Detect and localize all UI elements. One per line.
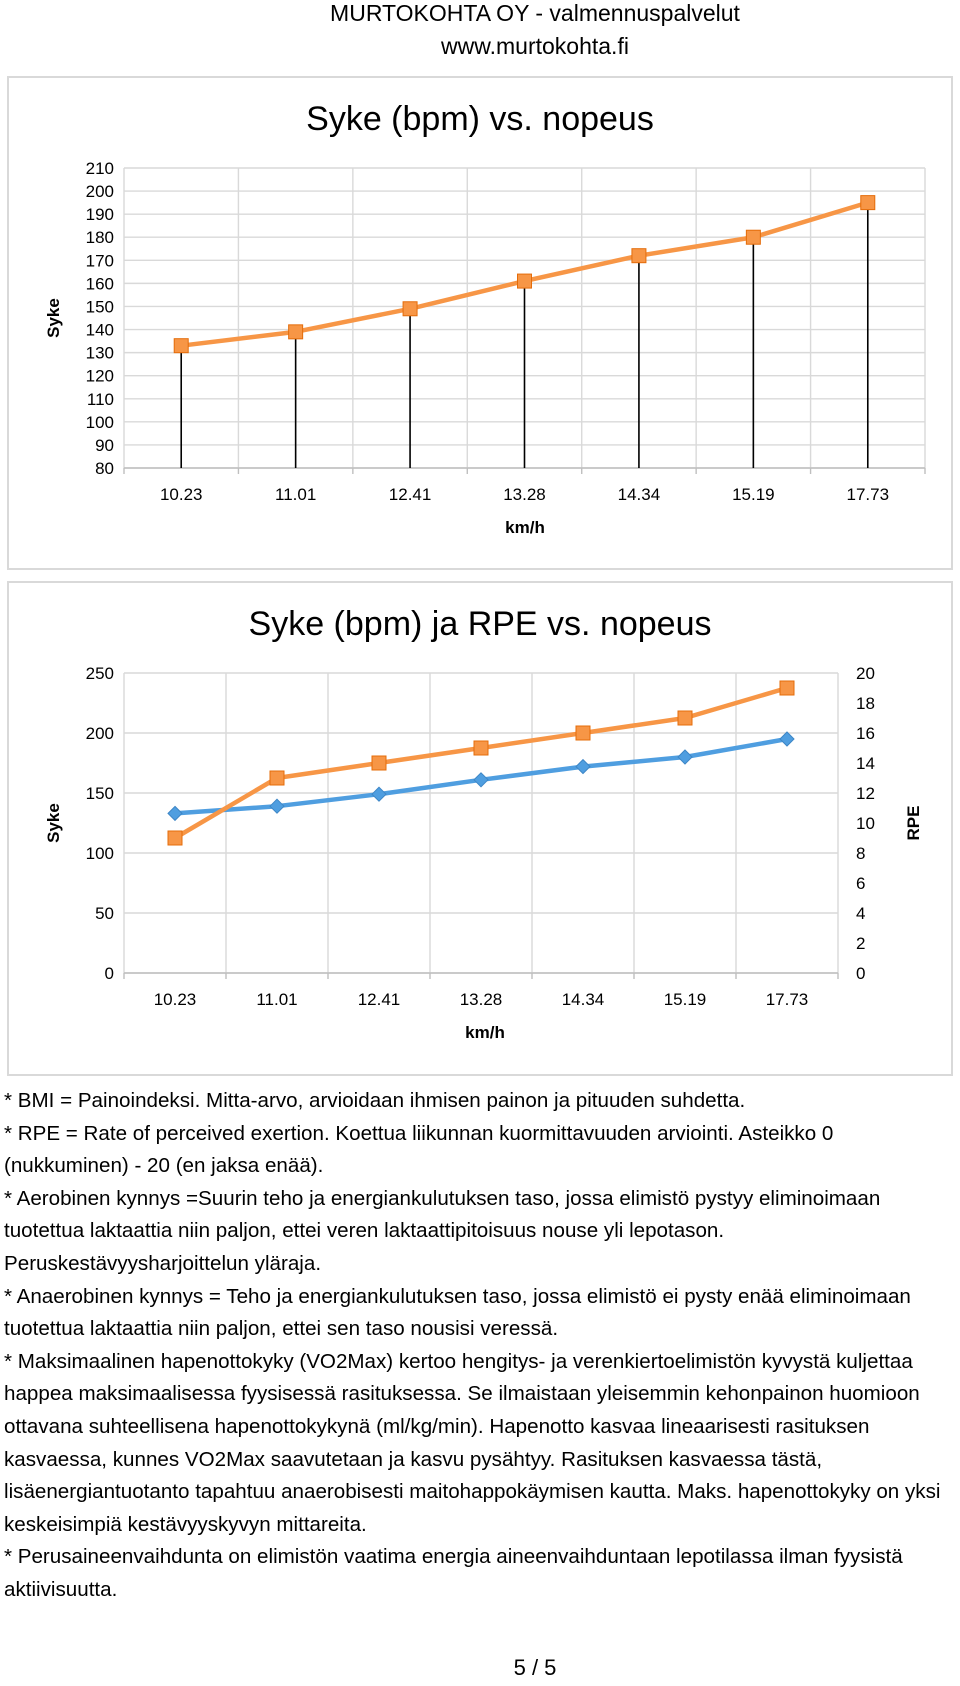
x-tick-label: 11.01 (275, 485, 317, 504)
series-2-point (372, 756, 386, 770)
y-tick-label: 50 (95, 904, 114, 923)
y-tick-label: 0 (104, 964, 114, 983)
series-1-point (474, 773, 488, 787)
note-rpe: * RPE = Rate of perceived exertion. Koettua liikunnan kuormittavuuden arviointi. Asteikko 0 (nukkuminen) - 20 (en jaksa enää). (4, 1121, 834, 1178)
series-2-line (175, 688, 787, 838)
footnotes (4, 1085, 956, 1607)
x-tick-label: 17.73 (846, 485, 890, 504)
series-2-point (678, 711, 692, 725)
x-tick-label: 14.34 (561, 990, 605, 1009)
y-tick-label: 80 (95, 459, 114, 478)
series-1-point (270, 799, 284, 813)
series-2-point (168, 831, 182, 845)
y2-tick-label: 2 (856, 934, 866, 953)
x-tick-label: 12.41 (388, 485, 432, 504)
y-tick-label: 120 (85, 366, 114, 386)
x-tick-label: 15.19 (732, 485, 775, 504)
series-1-point (632, 249, 646, 263)
y2-tick-label: 12 (856, 784, 875, 803)
company-name: MURTOKOHTA OY - valmennuspalvelut (330, 0, 740, 26)
page-number: 5 / 5 (513, 1655, 557, 1680)
series-1-point (780, 732, 794, 746)
series-1-point (168, 806, 182, 820)
y2-tick-label: 18 (856, 694, 875, 713)
y2-tick-label: 6 (856, 874, 866, 893)
y-tick-label: 150 (85, 297, 114, 317)
y2-tick-label: 20 (856, 664, 875, 683)
series-1-point (372, 787, 386, 801)
note-vo2max: * Maksimaalinen hapenottokyky (VO2Max) kertoo hengitys- ja verenkiertoelimistön kyvystä kuljettaa happea maksimaalisessa fyysisessä rasituksessa. Se ilmaistaan yleisemmin kehonpainon huomioon ottavana suhteellisena hapenottokykynä (ml/kg/min). Hapenotto kasvaa lineaarisesti rasituksen kasvaessa, kunnes VO2Max saavutetaan ja kasvu pysähtyy. Rasituksen kasvaessa tästä, lisäenergiantuotanto tapahtuu anaerobisesti maitohappokäymisen kautta. Maks. hapenottokyky on yksi keskeisimpiä kestävyyskyvyn mittareita. (4, 1349, 941, 1536)
x-tick-label: 13.28 (459, 990, 503, 1009)
y-tick-label: 140 (85, 320, 114, 340)
x-axis-title: km/h (505, 518, 545, 537)
y-tick-label: 100 (85, 412, 114, 432)
series-1-point (678, 750, 692, 764)
x-tick-label: 11.01 (256, 990, 298, 1009)
y2-tick-label: 16 (856, 724, 875, 743)
series-2-point (576, 726, 590, 740)
y2-tick-label: 4 (856, 904, 866, 923)
x-tick-label: 10.23 (159, 485, 203, 504)
series-1-point (861, 196, 875, 210)
series-2-point (474, 741, 488, 755)
note-aerobic-threshold: * Aerobinen kynnys =Suurin teho ja energiankulutuksen taso, jossa elimistö pystyy eliminoimaan tuotettua laktaattia niin paljon, ettei veren laktaattipitoisuus nouse yli lepotason. Peruskestävyysharjoittelun yläraja. (4, 1186, 881, 1275)
chart-heart-rate-vs-speed (7, 76, 953, 570)
x-tick-label: 14.34 (617, 485, 661, 504)
x-tick-label: 17.73 (765, 990, 809, 1009)
chart1-svg (9, 78, 951, 568)
y-tick-label: 180 (85, 228, 114, 248)
note-bmi: * BMI = Painoindeksi. Mitta-arvo, arvioidaan ihmisen painon ja pituuden suhdetta. (4, 1089, 746, 1112)
y-tick-label: 190 (85, 205, 114, 225)
y-tick-label: 110 (86, 389, 114, 409)
y2-tick-label: 8 (856, 844, 866, 863)
y2-axis-title: RPE (904, 805, 923, 841)
y-tick-label: 200 (85, 724, 114, 743)
y-axis-title: Syke (44, 803, 63, 843)
y-tick-label: 130 (85, 343, 114, 363)
y2-tick-label: 14 (856, 754, 875, 773)
x-tick-label: 15.19 (663, 990, 707, 1009)
x-tick-label: 13.28 (503, 485, 546, 504)
y-axis-title: Syke (44, 298, 63, 338)
series-1-point (576, 760, 590, 774)
y-tick-label: 90 (95, 435, 114, 455)
website: www.murtokohta.fi (441, 33, 629, 59)
chart-title: Syke (bpm) vs. nopeus (306, 100, 654, 138)
x-axis-title: km/h (465, 1023, 505, 1042)
chart2-svg (9, 583, 951, 1074)
y-tick-label: 150 (85, 784, 114, 803)
series-1-point (518, 274, 532, 288)
series-1-point (174, 339, 188, 353)
y-tick-label: 210 (85, 159, 114, 178)
y2-tick-label: 0 (856, 964, 866, 983)
y-tick-label: 170 (85, 251, 114, 271)
y-tick-label: 160 (85, 274, 114, 294)
chart-title: Syke (bpm) ja RPE vs. nopeus (248, 605, 712, 643)
series-2-point (270, 771, 284, 785)
series-1-point (746, 230, 760, 244)
y2-tick-label: 10 (856, 814, 875, 833)
x-tick-label: 12.41 (357, 990, 401, 1009)
chart-heart-rate-rpe-vs-speed (7, 581, 953, 1076)
x-tick-label: 10.23 (153, 990, 197, 1009)
series-1-point (289, 325, 303, 339)
note-basal-metabolism: * Perusaineenvaihdunta on elimistön vaatima energia aineenvaihduntaan lepotilassa ilman fyysistä aktiivisuutta. (4, 1545, 903, 1601)
series-2-point (780, 681, 794, 695)
note-anaerobic-threshold: * Anaerobinen kynnys = Teho ja energiankulutuksen taso, jossa elimistö ei pysty enää eliminoimaan tuotettua laktaattia niin paljon, ettei sen taso nousisi veressä. (4, 1284, 911, 1341)
y-tick-label: 100 (85, 844, 114, 863)
y-tick-label: 250 (85, 664, 114, 683)
series-1-point (403, 302, 417, 316)
y-tick-label: 200 (85, 182, 114, 202)
